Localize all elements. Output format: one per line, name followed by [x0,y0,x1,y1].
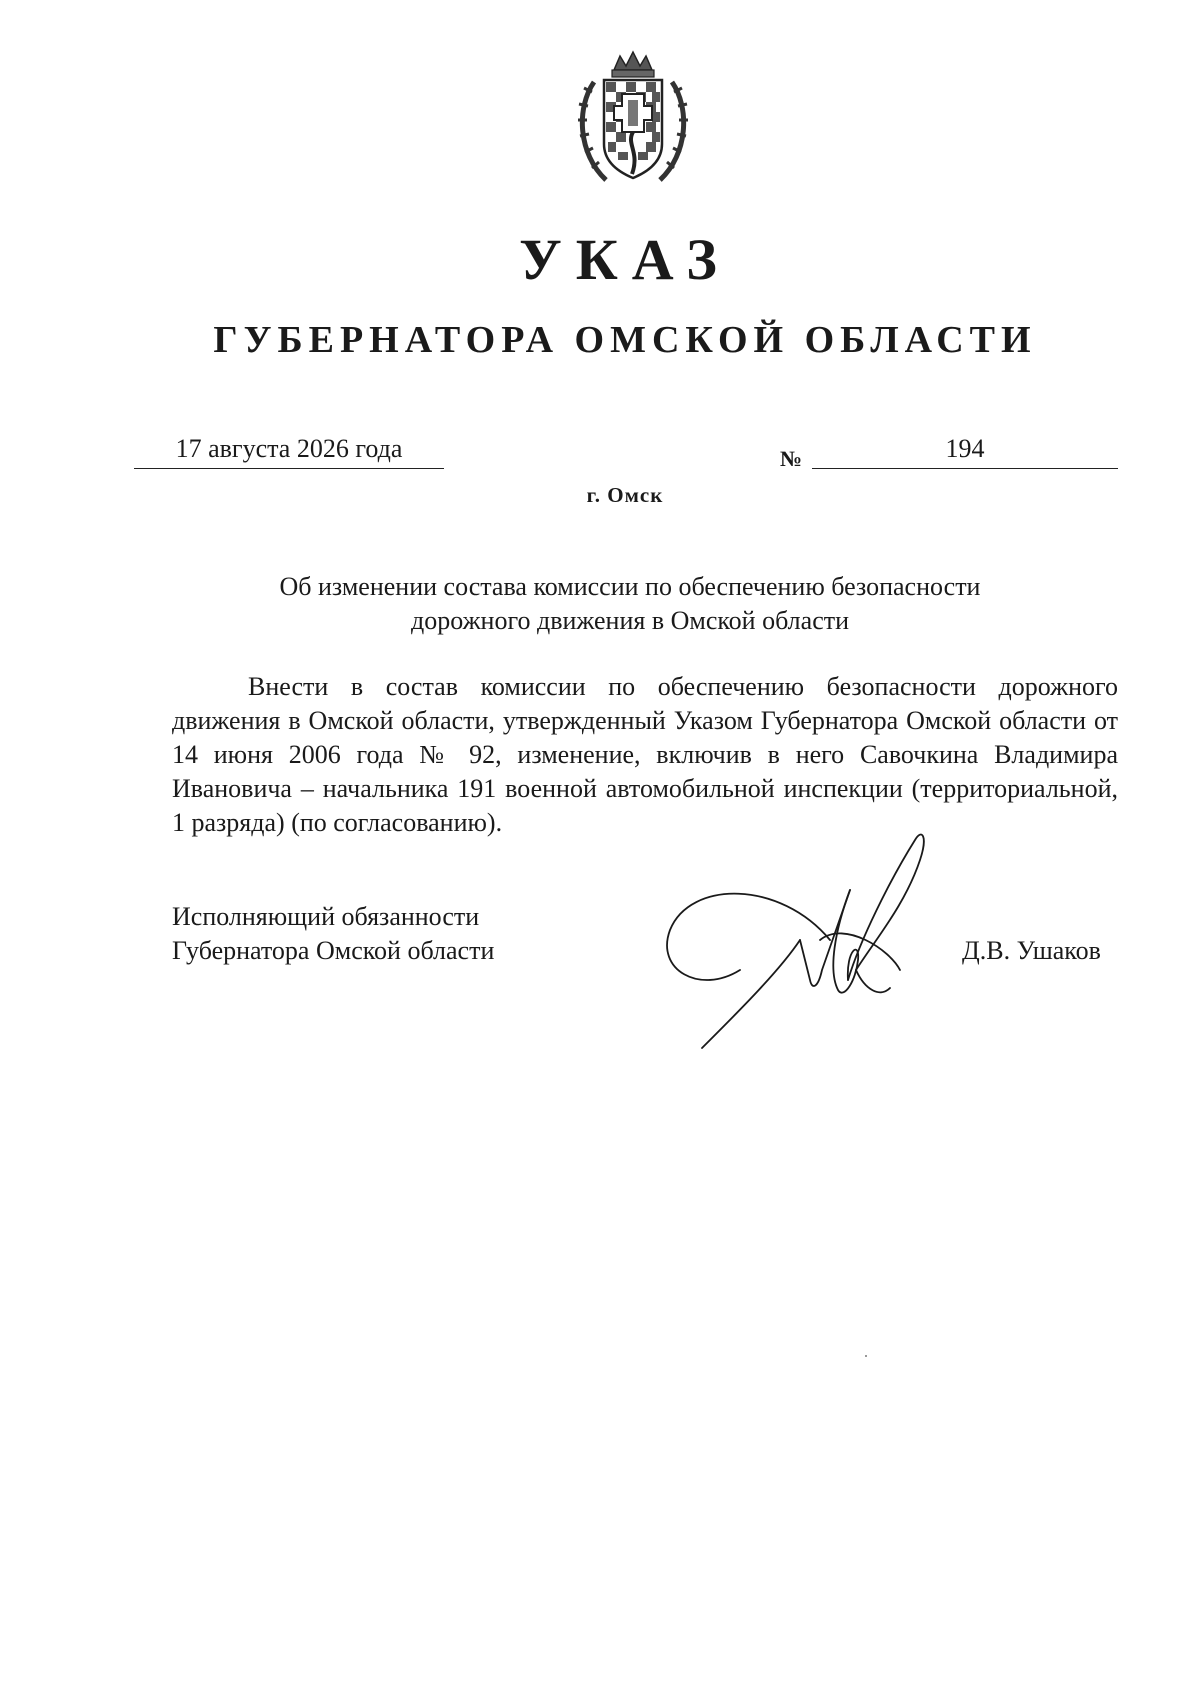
decree-number: 194 [812,432,1118,469]
document-title: УКАЗ [519,227,731,292]
scan-artifact [865,1355,867,1357]
decree-date: 17 августа 2026 года [134,432,444,469]
handwritten-signature [660,820,1000,1060]
city-label: г. Омск [586,483,664,507]
document-subtitle: ГУБЕРНАТОРА ОМСКОЙ ОБЛАСТИ [213,319,1037,361]
heading-line: дорожного движения в Омской области [410,606,850,635]
position-line: Исполняющий обязанности [172,902,480,931]
decree-heading [170,570,1090,638]
heading-line: Об изменении состава комиссии по обеспечению безопасности [279,572,981,601]
position-line: Губернатора Омской области [172,936,495,965]
coat-of-arms-icon [570,48,696,190]
number-sign: № [780,446,803,471]
signatory-position [172,900,494,968]
signatory-name: Д.В. Ушаков [962,936,1101,965]
decree-body: Внести в состав комиссии по обеспечению безопасности дорожного движения в Омской области, утвержденный Указом Губернатора Омской области от 14 июня 2006 года № 92, изменение, включив в него Савочкина Владимира Ивановича – начальника 191 военной автомобильной инспекции (территориальной, 1 разряда) (по согласованию). [172,672,1118,837]
